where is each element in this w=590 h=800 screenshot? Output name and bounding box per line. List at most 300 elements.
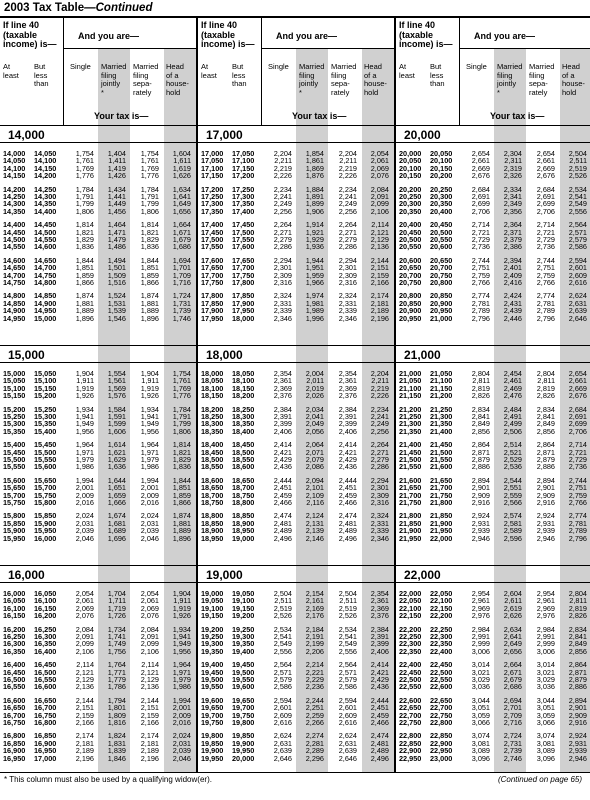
single-tax-cell: 2,804 (471, 369, 490, 378)
hoh-tax-cell: 2,196 (370, 313, 389, 323)
but-less-cell: 16,050 (34, 589, 57, 598)
but-less-cell: 18,050 (232, 369, 255, 378)
mfs-tax-cell: 1,934 (140, 404, 159, 414)
single-tax-cell: 2,204 (273, 149, 292, 158)
at-least-cell: 16,950 (3, 753, 26, 763)
at-least-cell: 17,150 (201, 171, 224, 181)
mfj-tax-cell: 2,536 (503, 462, 522, 472)
mfj-tax-cell: 1,816 (107, 718, 126, 727)
hoh-tax-cell: 2,661 (568, 376, 587, 386)
block-rule (0, 362, 196, 363)
but-less-cell: 19,100 (232, 596, 255, 606)
mfj-tax-cell: 1,966 (305, 278, 324, 287)
mfs-tax-cell: 2,144 (140, 695, 159, 705)
mfj-tax-cell: 2,544 (503, 475, 522, 485)
single-tax-cell: 2,691 (471, 192, 490, 201)
single-tax-cell: 2,376 (273, 391, 292, 401)
but-less-cell: 14,700 (34, 263, 57, 273)
table-row (396, 492, 590, 499)
single-tax-cell: 2,234 (273, 184, 292, 194)
single-tax-cell: 2,016 (75, 498, 94, 507)
mfs-tax-cell: 3,066 (536, 718, 555, 727)
at-least-cell: 15,850 (3, 518, 26, 528)
header-at-least: At least (201, 62, 217, 80)
mfj-tax-cell: 2,124 (305, 511, 324, 521)
mfj-tax-cell: 2,244 (305, 695, 324, 705)
but-less-cell: 18,200 (232, 391, 255, 401)
single-tax-cell: 1,754 (75, 149, 94, 158)
mfj-tax-cell: 2,664 (503, 660, 522, 670)
table-row (198, 463, 394, 470)
mfs-tax-cell: 2,849 (536, 419, 555, 429)
table-row (0, 590, 196, 597)
but-less-cell: 20,200 (430, 171, 453, 181)
mfs-tax-cell: 1,806 (140, 206, 159, 216)
single-tax-cell: 2,646 (273, 753, 292, 763)
but-less-cell: 16,600 (34, 682, 57, 692)
table-row (198, 221, 394, 228)
mfj-tax-cell: 2,461 (503, 376, 522, 386)
income-block (198, 126, 394, 346)
single-tax-cell: 2,286 (273, 242, 292, 252)
table-row (396, 747, 590, 754)
table-row (0, 300, 196, 307)
hoh-tax-cell: 1,829 (172, 455, 191, 464)
mfj-tax-cell: 1,509 (107, 270, 126, 280)
single-tax-cell: 2,444 (273, 475, 292, 485)
table-row (396, 484, 590, 491)
hoh-tax-cell: 2,706 (568, 426, 587, 436)
at-least-cell: 16,150 (3, 611, 26, 621)
hoh-tax-cell: 2,241 (370, 412, 389, 421)
mfs-tax-cell: 2,099 (140, 639, 159, 649)
table-row (396, 420, 590, 427)
single-tax-cell: 1,994 (75, 475, 94, 485)
mfs-tax-cell: 2,991 (536, 632, 555, 641)
hoh-tax-cell: 1,761 (172, 376, 191, 386)
hoh-tax-cell: 2,046 (172, 753, 191, 763)
table-row (0, 512, 196, 519)
mfs-tax-cell: 1,986 (140, 462, 159, 472)
but-less-cell: 17,500 (232, 227, 255, 237)
but-less-cell: 15,800 (34, 498, 57, 507)
but-less-cell: 20,250 (430, 184, 453, 194)
block-header (396, 126, 590, 143)
table-row (0, 648, 196, 655)
mfj-tax-cell: 1,576 (107, 391, 126, 401)
single-tax-cell: 1,919 (75, 383, 94, 393)
hoh-tax-cell: 2,489 (370, 746, 389, 756)
table-row (0, 420, 196, 427)
at-least-cell: 22,600 (399, 695, 422, 705)
hoh-tax-cell: 2,429 (370, 675, 389, 684)
but-less-cell: 18,800 (232, 498, 255, 507)
single-tax-cell: 2,331 (273, 298, 292, 308)
but-less-cell: 15,200 (34, 391, 57, 401)
hoh-tax-cell: 2,384 (370, 624, 389, 634)
mfs-tax-cell: 2,031 (140, 518, 159, 528)
block-header (198, 566, 394, 583)
table-row (0, 492, 196, 499)
table-panel-2 (198, 18, 394, 772)
mfs-tax-cell: 2,391 (338, 412, 357, 421)
mfs-tax-cell: 2,136 (140, 682, 159, 692)
table-header (198, 18, 394, 126)
hoh-tax-cell: 2,309 (370, 490, 389, 500)
hoh-tax-cell: 2,444 (370, 695, 389, 705)
hoh-tax-cell: 1,964 (172, 660, 191, 670)
at-least-cell: 20,050 (399, 156, 422, 166)
mfs-tax-cell: 1,799 (140, 199, 159, 209)
at-least-cell: 20,000 (399, 149, 422, 158)
single-tax-cell: 2,459 (273, 490, 292, 500)
hoh-tax-cell: 2,684 (568, 404, 587, 414)
table-row (396, 307, 590, 314)
at-least-cell: 22,700 (399, 710, 422, 720)
table-row (396, 370, 590, 377)
table-row (396, 676, 590, 683)
table-row (396, 456, 590, 463)
table-row (198, 683, 394, 690)
mfj-tax-cell: 2,551 (503, 483, 522, 493)
at-least-cell: 22,750 (399, 718, 422, 727)
table-row (198, 200, 394, 207)
mfs-tax-cell: 2,684 (536, 184, 555, 194)
at-least-cell: 21,450 (399, 447, 422, 457)
mfs-tax-cell: 1,904 (140, 369, 159, 378)
hoh-tax-cell: 1,859 (172, 490, 191, 500)
mfj-tax-cell: 2,161 (305, 596, 324, 606)
mfs-tax-cell: 3,089 (536, 746, 555, 756)
hoh-tax-cell: 1,904 (172, 589, 191, 598)
hoh-tax-cell: 2,114 (371, 220, 389, 230)
hoh-tax-cell: 2,174 (370, 291, 389, 301)
table-row (198, 377, 394, 384)
hoh-tax-cell: 1,851 (172, 483, 191, 493)
mfj-tax-cell: 2,049 (305, 419, 324, 429)
at-least-cell: 16,350 (3, 646, 26, 656)
table-row (396, 477, 590, 484)
but-less-cell: 17,050 (232, 149, 255, 158)
hoh-tax-cell: 2,586 (568, 242, 587, 252)
footer-rule (0, 772, 590, 773)
block-label: 17,000 (206, 128, 243, 142)
mfs-tax-cell: 2,211 (339, 156, 357, 166)
but-less-cell: 17,750 (232, 270, 255, 280)
mfj-tax-cell: 2,686 (503, 682, 522, 692)
hoh-tax-cell: 2,421 (370, 667, 389, 677)
mfj-tax-cell: 1,449 (107, 199, 126, 209)
mfs-tax-cell: 1,814 (140, 220, 159, 230)
mfj-tax-cell: 2,484 (503, 404, 522, 414)
hoh-tax-cell: 2,691 (568, 412, 587, 421)
hoh-tax-cell: 1,739 (172, 306, 191, 316)
header-married-jointly: Married filing jointly * (101, 62, 127, 97)
table-row (0, 193, 196, 200)
hoh-tax-cell: 2,264 (370, 440, 389, 450)
at-least-cell: 20,100 (399, 163, 422, 173)
mfs-tax-cell: 2,091 (140, 632, 159, 641)
single-tax-cell: 2,916 (471, 498, 490, 507)
single-tax-cell: 2,534 (273, 624, 292, 634)
single-tax-cell: 2,121 (75, 667, 94, 677)
hoh-tax-cell: 2,864 (568, 660, 587, 670)
block-label: 22,000 (404, 568, 441, 582)
at-least-cell: 20,900 (399, 306, 422, 316)
mfs-tax-cell: 2,841 (536, 412, 555, 421)
footnote: * This column must also be used by a qualifying widow(er). (4, 775, 212, 784)
at-least-cell: 17,000 (201, 149, 224, 158)
block-rule (0, 582, 196, 583)
hoh-tax-cell: 2,361 (370, 596, 389, 606)
mfs-tax-cell: 2,024 (140, 511, 159, 521)
block-header (0, 126, 196, 143)
single-tax-cell: 2,294 (273, 255, 292, 265)
mfj-tax-cell: 1,764 (107, 660, 126, 670)
table-header (0, 18, 196, 126)
hoh-tax-cell: 2,301 (370, 483, 389, 493)
single-tax-cell: 2,039 (75, 526, 94, 536)
at-least-cell: 22,350 (399, 646, 422, 656)
table-row (198, 740, 394, 747)
but-less-cell: 18,300 (232, 412, 255, 421)
but-less-cell: 18,750 (232, 490, 255, 500)
but-less-cell: 14,250 (34, 184, 57, 194)
hoh-tax-cell: 2,744 (568, 475, 587, 485)
but-less-cell: 18,900 (232, 518, 255, 528)
at-least-cell: 15,150 (3, 391, 26, 401)
table-row (396, 527, 590, 534)
but-less-cell: 17,600 (232, 242, 255, 252)
header-and-you-are: And you are— (276, 31, 338, 41)
table-row (396, 704, 590, 711)
single-tax-cell: 2,526 (273, 611, 292, 621)
mfj-tax-cell: 2,004 (305, 369, 324, 378)
but-less-cell: 16,250 (34, 624, 57, 634)
single-tax-cell: 2,706 (471, 206, 490, 216)
table-row (198, 520, 394, 527)
table-row (0, 272, 196, 279)
at-least-cell: 17,650 (201, 263, 224, 273)
at-least-cell: 15,650 (3, 483, 26, 493)
but-less-cell: 21,100 (430, 376, 453, 386)
mfs-tax-cell: 2,406 (338, 426, 357, 436)
but-less-cell: 14,200 (34, 171, 57, 181)
hoh-tax-cell: 2,759 (568, 490, 587, 500)
but-less-cell: 20,700 (430, 263, 453, 273)
single-tax-cell: 2,144 (75, 695, 94, 705)
single-tax-cell: 1,836 (75, 242, 94, 252)
mfs-tax-cell: 2,061 (140, 596, 159, 606)
single-tax-cell: 1,986 (75, 462, 94, 472)
at-least-cell: 20,950 (399, 313, 422, 323)
block-rule (0, 142, 196, 143)
mfs-tax-cell: 2,586 (338, 682, 357, 692)
mfj-tax-cell: 1,719 (107, 603, 126, 613)
at-least-cell: 15,500 (3, 455, 26, 464)
single-tax-cell: 2,316 (273, 278, 292, 287)
mfs-tax-cell: 2,286 (338, 242, 357, 252)
hoh-tax-cell: 1,724 (172, 291, 191, 301)
mfs-tax-cell: 2,241 (338, 192, 357, 201)
single-tax-cell: 2,721 (471, 227, 490, 237)
table-row (198, 676, 394, 683)
single-tax-cell: 2,864 (471, 440, 490, 450)
at-least-cell: 16,850 (3, 738, 26, 748)
but-less-cell: 20,300 (430, 192, 453, 201)
mfj-tax-cell: 1,711 (108, 596, 126, 606)
mfj-tax-cell: 2,176 (305, 611, 324, 621)
table-row (396, 697, 590, 704)
mfj-tax-cell: 1,741 (107, 632, 126, 641)
mfs-tax-cell: 2,796 (536, 313, 555, 323)
at-least-cell: 17,750 (201, 278, 224, 287)
hoh-tax-cell: 1,799 (172, 419, 191, 429)
single-tax-cell: 2,834 (471, 404, 490, 414)
single-tax-cell: 1,784 (75, 184, 94, 194)
but-less-cell: 16,750 (34, 710, 57, 720)
mfs-tax-cell: 1,874 (140, 291, 159, 301)
table-row (198, 535, 394, 542)
but-less-cell: 16,800 (34, 718, 57, 727)
mfj-tax-cell: 1,861 (305, 156, 324, 166)
table-row (396, 243, 590, 250)
table-row (198, 626, 394, 633)
block-label: 18,000 (206, 348, 243, 362)
hoh-tax-cell: 2,886 (568, 682, 587, 692)
mfj-tax-cell: 1,959 (305, 270, 324, 280)
mfj-tax-cell: 2,206 (305, 646, 324, 656)
single-tax-cell: 2,189 (75, 746, 94, 756)
but-less-cell: 16,700 (34, 703, 57, 713)
mfj-tax-cell: 1,996 (305, 313, 324, 323)
table-row (396, 597, 590, 604)
table-row (198, 370, 394, 377)
single-tax-cell: 2,556 (273, 646, 292, 656)
at-least-cell: 16,550 (3, 682, 26, 692)
table-row (0, 661, 196, 668)
but-less-cell: 17,450 (232, 220, 255, 230)
but-less-cell: 22,650 (430, 695, 453, 705)
hoh-tax-cell: 2,879 (568, 675, 587, 684)
mfj-tax-cell: 1,944 (305, 255, 324, 265)
but-less-cell: 19,350 (232, 639, 255, 649)
at-least-cell: 18,800 (201, 511, 224, 521)
single-tax-cell: 1,829 (75, 235, 94, 244)
mfj-tax-cell: 1,801 (107, 703, 126, 713)
mfs-tax-cell: 2,414 (338, 440, 357, 450)
but-less-cell: 20,150 (430, 163, 453, 173)
at-least-cell: 20,500 (399, 235, 422, 244)
but-less-cell: 22,750 (430, 710, 453, 720)
at-least-cell: 14,450 (3, 227, 26, 237)
hoh-tax-cell: 2,279 (370, 455, 389, 464)
income-block (198, 346, 394, 566)
single-tax-cell: 2,114 (76, 660, 94, 670)
header-married-separately: Married filing sepa- rately (331, 62, 357, 97)
but-less-cell: 21,550 (430, 455, 453, 464)
at-least-cell: 19,350 (201, 646, 224, 656)
mfj-tax-cell: 2,724 (503, 731, 522, 741)
income-block (396, 566, 590, 786)
at-least-cell: 17,100 (201, 163, 224, 173)
single-tax-cell: 2,069 (75, 603, 94, 613)
mfj-tax-cell: 2,491 (503, 412, 522, 421)
but-less-cell: 17,150 (232, 163, 255, 173)
single-tax-cell: 1,769 (75, 163, 94, 173)
hoh-tax-cell: 2,219 (370, 383, 389, 393)
hoh-tax-cell: 2,594 (568, 255, 587, 265)
header-but-less: But less than (232, 62, 247, 88)
at-least-cell: 20,750 (399, 278, 422, 287)
hoh-tax-cell: 2,676 (568, 391, 587, 401)
table-row (198, 420, 394, 427)
mfs-tax-cell: 2,234 (338, 184, 357, 194)
mfj-tax-cell: 2,649 (503, 639, 522, 649)
single-tax-cell: 1,851 (75, 263, 94, 273)
mfj-tax-cell: 2,086 (305, 462, 324, 472)
table-row (198, 492, 394, 499)
mfj-tax-cell: 2,431 (503, 298, 522, 308)
hoh-tax-cell: 2,391 (370, 632, 389, 641)
at-least-cell: 18,500 (201, 455, 224, 464)
single-tax-cell: 2,129 (75, 675, 94, 684)
but-less-cell: 22,900 (430, 738, 453, 748)
hoh-tax-cell: 2,226 (370, 391, 389, 401)
table-row (198, 406, 394, 413)
table-row (0, 200, 196, 207)
income-block (0, 346, 196, 566)
mfs-tax-cell: 2,039 (140, 526, 159, 536)
single-tax-cell: 3,044 (471, 695, 490, 705)
table-row (396, 186, 590, 193)
single-tax-cell: 2,099 (75, 639, 94, 649)
hoh-tax-cell: 2,294 (370, 475, 389, 485)
but-less-cell: 18,550 (232, 455, 255, 464)
but-less-cell: 22,600 (430, 682, 453, 692)
but-less-cell: 16,850 (34, 731, 57, 741)
mfs-tax-cell: 2,324 (338, 291, 357, 301)
mfs-tax-cell: 2,916 (536, 498, 555, 507)
hoh-tax-cell: 2,916 (568, 718, 587, 727)
hoh-tax-cell: 2,084 (370, 184, 389, 194)
but-less-cell: 14,850 (34, 291, 57, 301)
but-less-cell: 19,500 (232, 667, 255, 677)
single-tax-cell: 2,406 (273, 426, 292, 436)
mfs-tax-cell: 2,931 (536, 518, 555, 528)
at-least-cell: 18,350 (201, 426, 224, 436)
single-tax-cell: 2,871 (471, 447, 490, 457)
mfs-tax-cell: 2,264 (338, 220, 357, 230)
single-tax-cell: 2,519 (273, 603, 292, 613)
table-row (198, 590, 394, 597)
hoh-tax-cell: 1,769 (172, 383, 191, 393)
mfs-tax-cell: 2,781 (536, 298, 555, 308)
mfj-tax-cell: 2,529 (503, 455, 522, 464)
but-less-cell: 18,600 (232, 462, 255, 472)
at-least-cell: 14,950 (3, 313, 26, 323)
hoh-tax-cell: 2,024 (172, 731, 191, 741)
header-head-of-household: Head of a house- hold (562, 62, 585, 97)
at-least-cell: 15,800 (3, 511, 26, 521)
mfs-tax-cell: 2,331 (338, 298, 357, 308)
at-least-cell: 14,800 (3, 291, 26, 301)
but-less-cell: 22,150 (430, 603, 453, 613)
at-least-cell: 20,550 (399, 242, 422, 252)
mfj-tax-cell: 1,891 (305, 192, 324, 201)
but-less-cell: 14,550 (34, 235, 57, 244)
at-least-cell: 18,100 (201, 383, 224, 393)
